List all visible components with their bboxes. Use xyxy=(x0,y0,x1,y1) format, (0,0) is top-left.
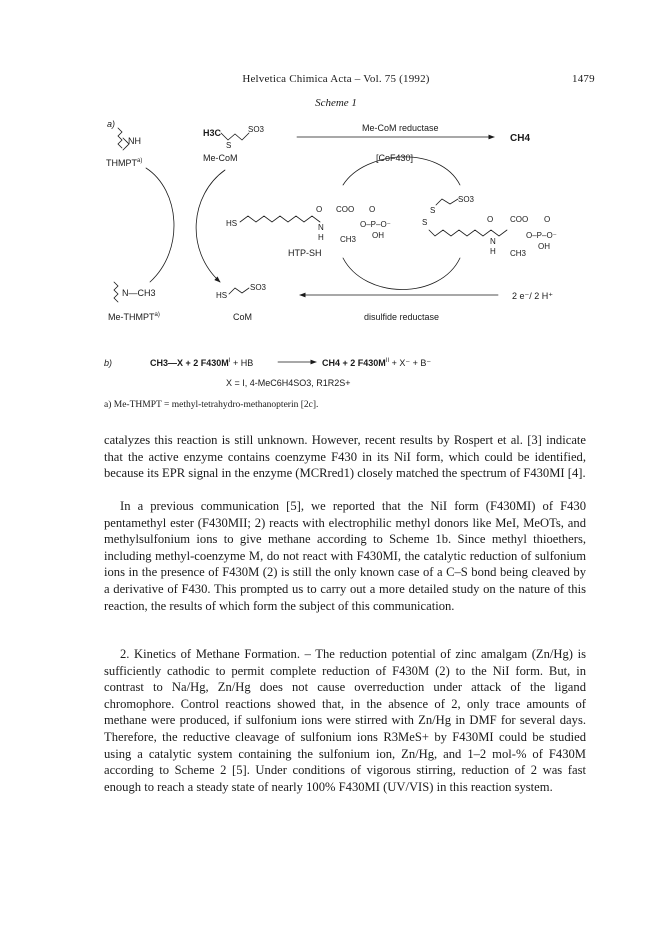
equation-right: CH4 + 2 $F430M^{II} + X^- + B^-$ xyxy=(322,358,432,368)
cofactor-label: [CoF430] xyxy=(376,153,414,163)
ch4-product: CH4 xyxy=(510,133,531,144)
scheme-footnote: a) Me-THMPT = methyl-tetrahydro-methanopterin [2c]. xyxy=(104,400,319,410)
com-label: CoM xyxy=(233,312,253,322)
hs-label: HS xyxy=(226,219,238,228)
x-definition: X = I, 4-MeC6H4SO3, R1R2S+ xyxy=(226,378,351,388)
scheme-part-b-label: b) xyxy=(104,358,113,368)
curve-left xyxy=(146,168,174,282)
wavy-bond-thmpt xyxy=(118,128,122,148)
s-label-3: S xyxy=(422,218,428,227)
hs-label-2: HS xyxy=(216,291,228,300)
scheme-part-a-label: a) xyxy=(107,119,116,129)
coo-label-2: COO xyxy=(510,215,529,224)
htpsh-label: HTP-SH xyxy=(288,248,322,258)
curve-right xyxy=(196,170,225,282)
electrons-label: 2 e⁻/ 2 H⁺ xyxy=(512,291,554,301)
scheme-1-figure xyxy=(0,0,672,420)
ch3-label-1: CH3 xyxy=(340,235,357,244)
journal-header: Helvetica Chimica Acta – Vol. 75 (1992) xyxy=(242,73,430,85)
oh-label-2: OH xyxy=(538,242,550,251)
disulfide-reductase-label: disulfide reductase xyxy=(364,312,440,322)
so3-label-3: SO3 xyxy=(250,283,267,292)
s-label: S xyxy=(226,141,232,150)
nh-label: NH xyxy=(128,136,141,146)
phosphate-1: O–P–O⁻ xyxy=(360,220,391,229)
coo-label-1: COO xyxy=(336,205,355,214)
paragraph-2-text: In a previous communication [5], we reported that the NiI form (F430MI) of F430 pentamethyl ester (F430MII; 2) reacts with electrophilic methyl donors like MeI, MeOTs, and methylsulfonium ions to give methane according to Scheme 1b. Since methyl thioethers, including methyl-coenzyme M, do not react with F430MI, the catalytic reduction of sulfonium ions in the presence of F430M (2) is still the only known case of a C–S bond being cleaved by a derivative of F430. This prompted us to carry out a more detailed study on the nature of this reaction, the results of which form the subject of this communication. xyxy=(104,499,586,613)
paragraph-1 xyxy=(104,432,586,482)
n-ch3-label: N—CH3 xyxy=(122,288,156,298)
ch3-label-2: CH3 xyxy=(510,249,527,258)
o-label-1: O xyxy=(316,205,323,214)
paragraph-2 xyxy=(104,498,586,614)
me-thmpt-label: Me-THMPT$^{a)}$ xyxy=(108,312,160,322)
n-label-2: N xyxy=(490,237,496,246)
mecom-label: Me-CoM xyxy=(203,153,238,163)
com-chain xyxy=(229,288,249,294)
o-label-4: O xyxy=(544,215,551,224)
o-label-2: O xyxy=(369,205,376,214)
phosphate-2: O–P–O⁻ xyxy=(526,231,557,240)
paragraph-3 xyxy=(104,646,586,795)
mecom-reductase-label: Me-CoM reductase xyxy=(362,123,439,133)
page-number: 1479 xyxy=(572,73,595,85)
s-label-2: S xyxy=(430,206,436,215)
disulfide-top-chain xyxy=(436,199,458,205)
n-label-1: N xyxy=(318,223,324,232)
h-label-1: H xyxy=(318,233,324,242)
so3-label-2: SO3 xyxy=(458,195,475,204)
paragraph-1-text: catalyzes this reaction is still unknown. However, recent results by Rospert et al. [3] indicate that the active enzyme contains coenzyme F430 in its NiI form, which could be identified, because its EPR signal in the enzyme (MCRred1) closely matched the spectrum of F430MI [4]. xyxy=(104,433,586,481)
h-label-2: H xyxy=(490,247,496,256)
so3-label: SO3 xyxy=(248,125,265,134)
disulfide-chain xyxy=(429,230,507,236)
wavy-bond-methmpt xyxy=(114,282,118,302)
o-label-3: O xyxy=(487,215,494,224)
thmpt-label: THMPT$^{a)}$ xyxy=(106,158,143,168)
curve-bottom xyxy=(343,258,460,290)
paragraph-3-text: 2. Kinetics of Methane Formation. – The reduction potential of zinc amalgam (Zn/Hg) is sufficiently cathodic to permit complete reduction of F430M (2) to the NiI form. But, in contrast to Na/Hg, Zn/Hg does not cause overreduction under attack of the ligand chromophore. Control reactions showed that, in the absence of 2, only trace amounts of methane were produced, if sulfonium ions were stirred with Zn/Hg in DMF for several days. Therefore, the reductive cleavage of sulfonium ions R3MeS+ by F430MI could be studied using a catalytic system containing the sulfonium ion, Zn/Hg, and 1–2 mol-% of F430M according to Scheme 2 [5]. Under conditions of vigorous stirring, reduction of 2 was fast enough to reach a steady state of nearly 100% F430MI (UV/VIS) in this reaction system. xyxy=(104,647,586,794)
h3c-label: H3C xyxy=(203,128,222,138)
scheme-title: Scheme 1 xyxy=(315,97,357,109)
htp-chain xyxy=(240,216,320,222)
equation-left: CH3—X + 2 $F430M^I$ + HB xyxy=(150,358,254,368)
mecom-chain xyxy=(221,133,249,140)
oh-label-1: OH xyxy=(372,231,384,240)
